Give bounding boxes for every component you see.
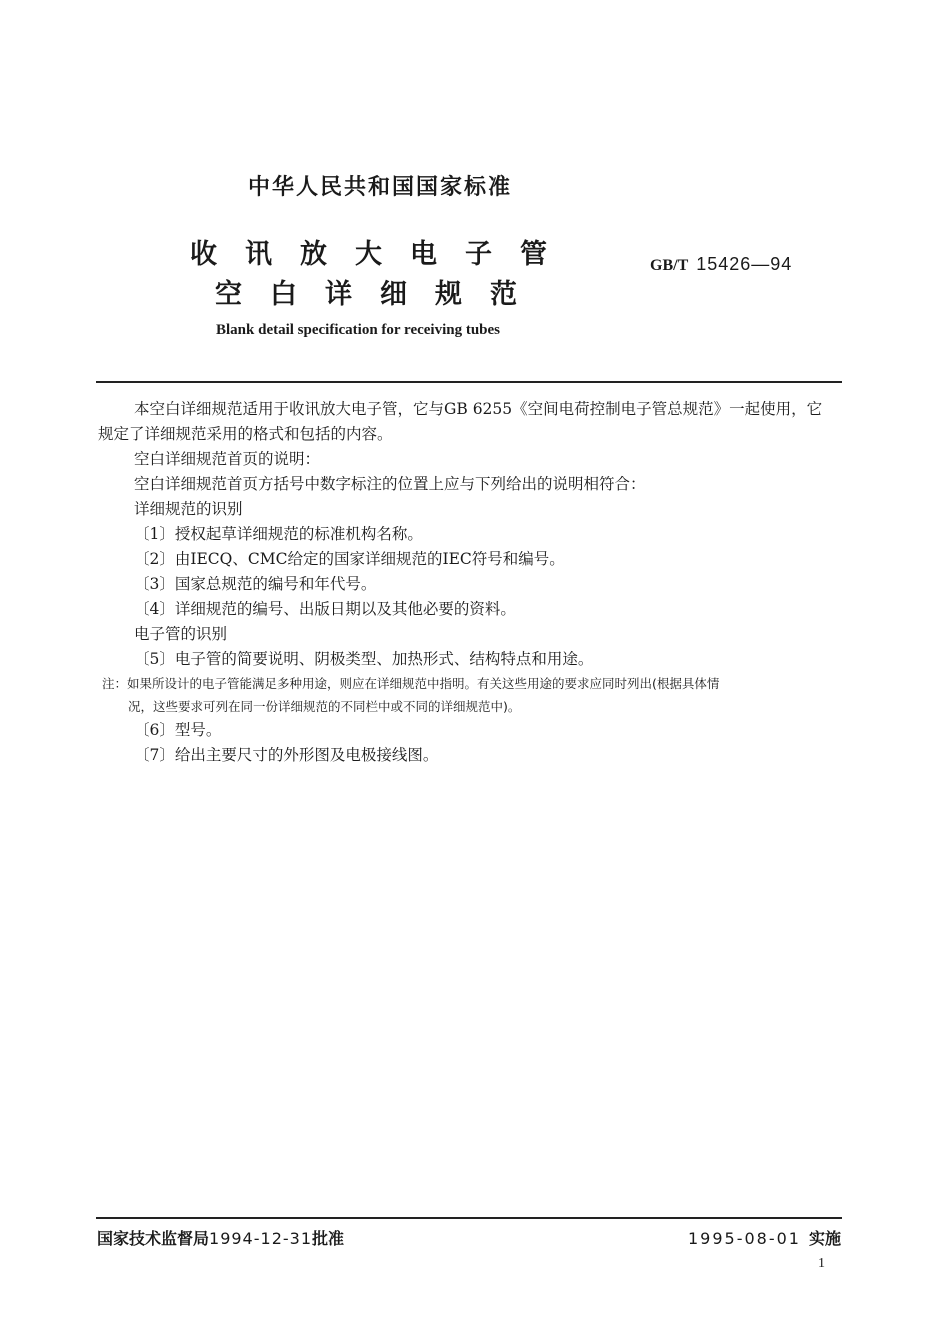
first-page-notes-heading: 空白详细规范首页的说明： <box>134 450 321 468</box>
list-item-2: 〔2〕由IECQ、CMC给定的国家详细规范的IEC符号和编号。 <box>134 550 565 568</box>
approving-authority: 国家技术监督局 <box>97 1229 210 1248</box>
approval-label: 批准 <box>312 1229 345 1248</box>
chinese-title-line2: 空白详细规范 <box>215 279 545 310</box>
list-item-7: 〔7〕给出主要尺寸的外形图及电极接线图。 <box>134 746 439 764</box>
list-item-5: 〔5〕电子管的简要说明、阴极类型、加热形式、结构特点和用途。 <box>134 650 594 668</box>
note-line1: 注：如果所设计的电子管能满足多种用途，则应在详细规范中指明。有关这些用途的要求应同时列出(根据具体情 <box>102 676 720 691</box>
list-item-4: 〔4〕详细规范的编号、出版日期以及其他必要的资料。 <box>134 600 516 618</box>
note-line2: 况，这些要求可列在同一份详细规范的不同栏中或不同的详细规范中)。 <box>128 699 521 714</box>
intro-line2: 规定了详细规范采用的格式和包括的内容。 <box>98 425 393 443</box>
english-title: Blank detail specification for receiving tubes <box>216 322 501 338</box>
approval-line <box>97 1226 344 1249</box>
list-item-6: 〔6〕型号。 <box>134 721 222 739</box>
document-body <box>98 397 844 768</box>
tube-id-heading: 电子管的识别 <box>134 625 228 643</box>
top-divider <box>96 381 842 383</box>
bottom-divider <box>96 1217 842 1219</box>
standard-code-number: 15426—94 <box>696 254 793 274</box>
page-number: 1 <box>818 1256 825 1271</box>
national-standard-heading: 中华人民共和国国家标准 <box>247 175 512 200</box>
approval-date: 1994-12-31 <box>209 1229 312 1248</box>
chinese-title-line1: 收讯放大电子管 <box>190 239 575 270</box>
standard-code <box>650 254 792 275</box>
first-page-notes-text: 空白详细规范首页方括号中数字标注的位置上应与下列给出的说明相符合： <box>134 475 646 493</box>
spec-id-heading: 详细规范的识别 <box>134 500 243 518</box>
list-item-1: 〔1〕授权起草详细规范的标准机构名称。 <box>134 525 423 543</box>
effective-date: 1995-08-01 <box>688 1229 801 1248</box>
list-item-3: 〔3〕国家总规范的编号和年代号。 <box>134 575 377 593</box>
effective-label: 实施 <box>808 1229 841 1248</box>
effective-line <box>688 1226 841 1249</box>
standard-code-prefix: GB/T <box>650 257 689 274</box>
intro-line1: 本空白详细规范适用于收讯放大电子管，它与GB 6255《空间电荷控制电子管总规范》一起使用，它 <box>134 400 823 418</box>
